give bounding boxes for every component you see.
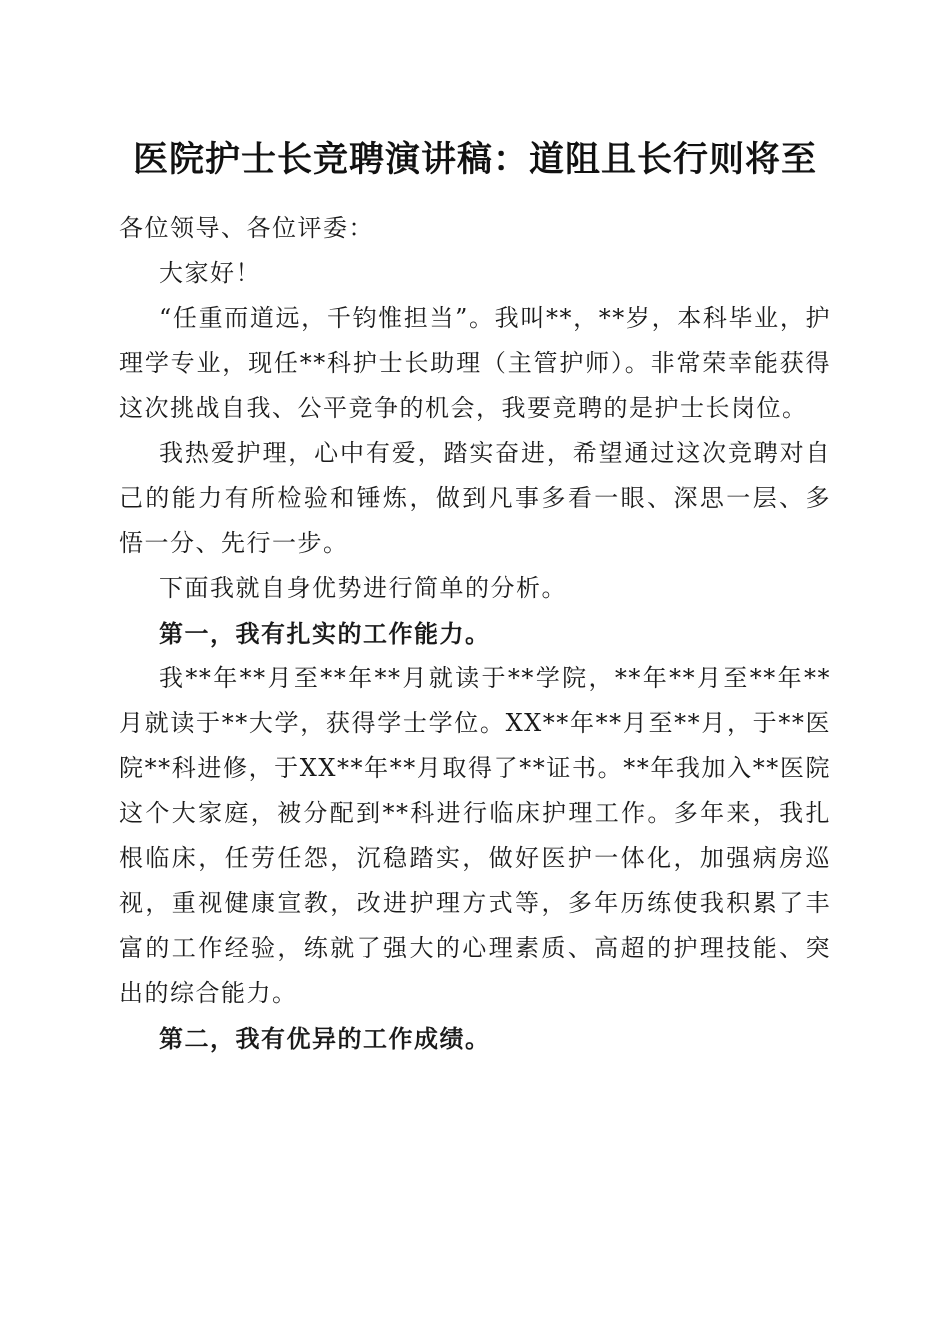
paragraph-transition: 下面我就自身优势进行简单的分析。 xyxy=(159,574,567,602)
greeting: 大家好！ xyxy=(159,259,261,287)
section-heading-2: 第二，我有优异的工作成绩。 xyxy=(159,1024,491,1053)
paragraph-motivation: 我热爱护理，心中有爱，踏实奋进，希望通过这次竞聘对自己的能力有所检验和锤炼，做到凡事多看一眼、深思一层、多悟一分、先行一步。 xyxy=(119,439,831,557)
section-heading-1: 第一，我有扎实的工作能力。 xyxy=(159,619,491,648)
document-body xyxy=(119,206,831,1061)
document-title: 医院护士长竞聘演讲稿：道阻且长行则将至 xyxy=(132,139,817,180)
paragraph-intro: “任重而道远，千钧惟担当”。我叫**，**岁，本科毕业，护理学专业，现任**科护士长助理（主管护师）。非常荣幸能获得这次挑战自我、公平竞争的机会，我要竞聘的是护士长岗位。 xyxy=(119,304,831,422)
section-text-1: 我**年**月至**年**月就读于**学院，**年**月至**年**月就读于**大学，获得学士学位。XX**年**月至**月，于**医院**科进修，于XX**年**月取得了**证书。**年我加入**医院这个大家庭，被分配到**科进行临床护理工作。多年来，我扎根临床，任劳任怨，沉稳踏实，做好医护一体化，加强病房巡视，重视健康宣教，改进护理方式等，多年历练使我积累了丰富的工作经验，练就了强大的心理素质、高超的护理技能、突出的综合能力。 xyxy=(119,664,831,1007)
salutation: 各位领导、各位评委： xyxy=(119,214,374,242)
